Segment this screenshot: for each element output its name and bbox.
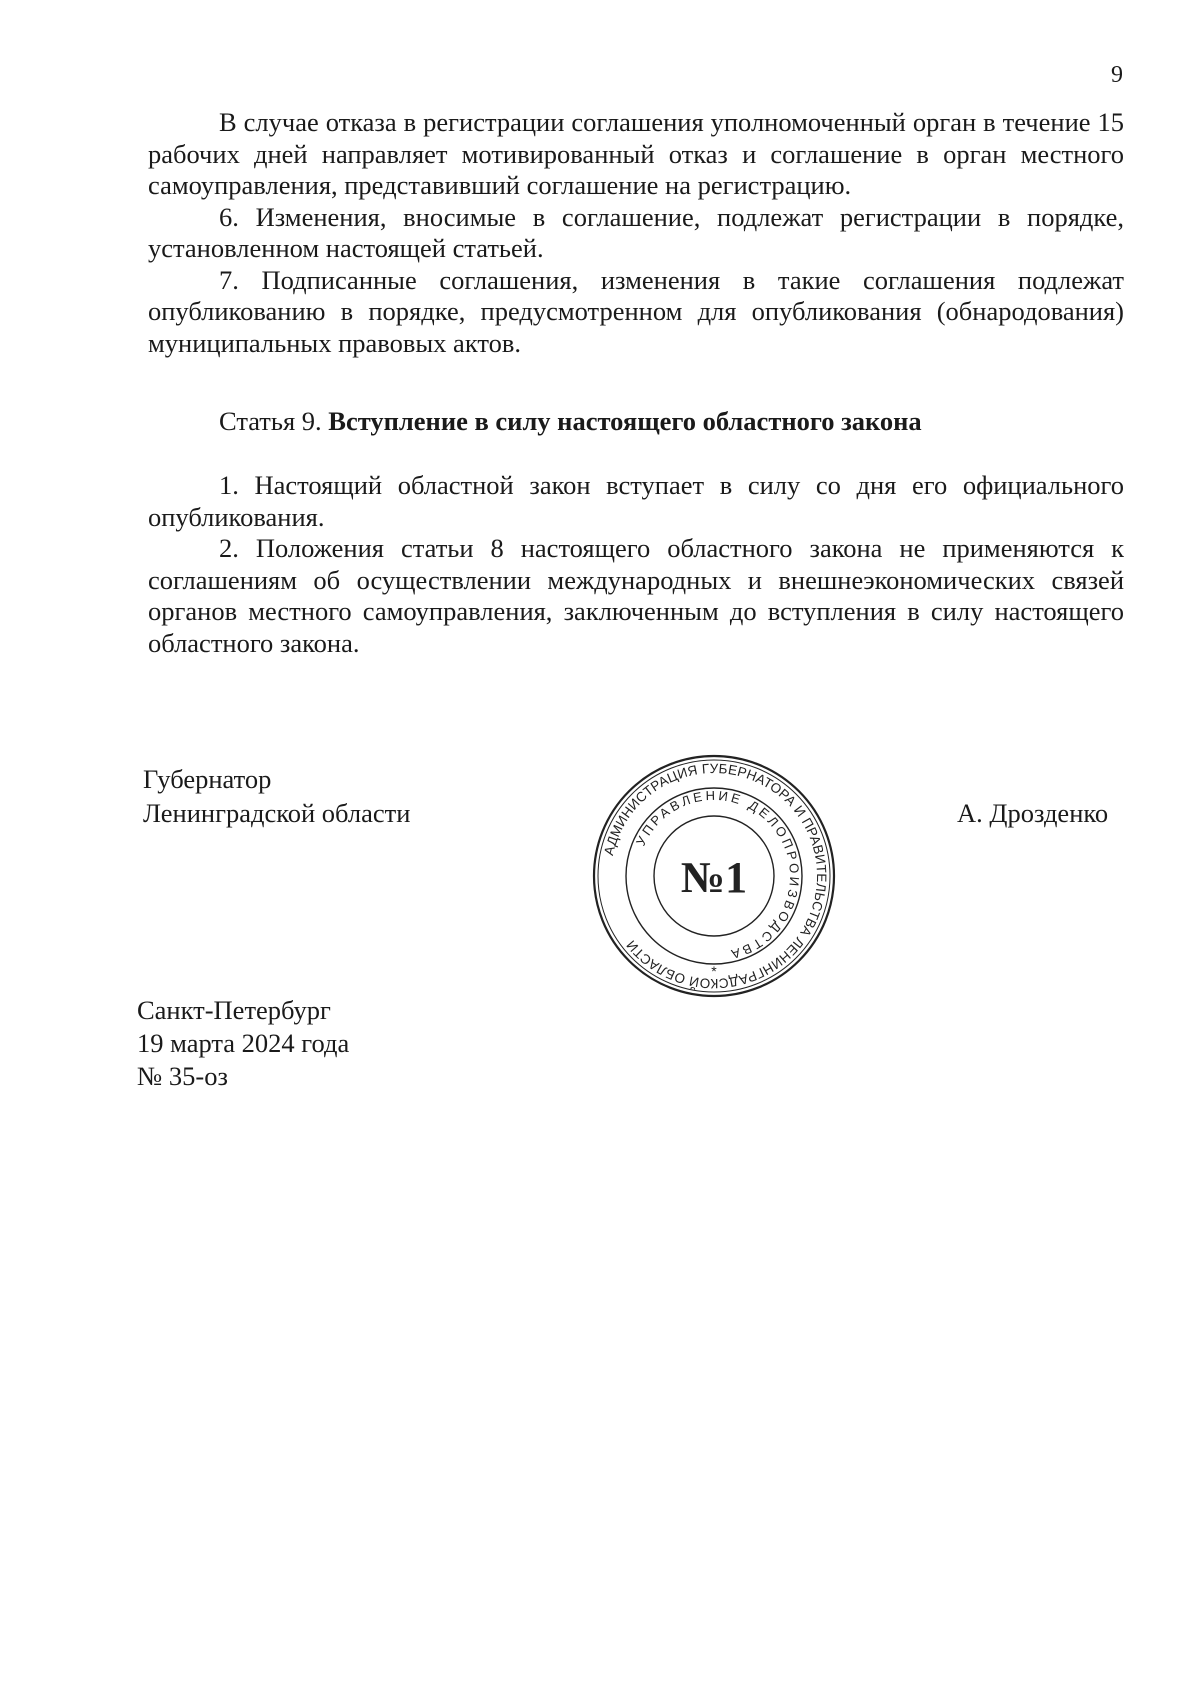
paragraph-refusal: В случае отказа в регистрации соглашения уполномоченный орган в течение 15 рабочих дней направляет мотивированный отказ и соглашение в орган местного самоуправления, представивший соглашение на регистрацию. (148, 107, 1124, 200)
seal-inner-text: УПРАВЛЕНИЕ ДЕЛОПРОИЗВОДСТВА (632, 787, 803, 963)
page-number: 9 (1111, 62, 1123, 88)
seal-outer-text: АДМИНИСТРАЦИЯ ГУБЕРНАТОРА И ПРАВИТЕЛЬСТВА ЛЕНИНГРАДСКОЙ ОБЛАСТИ (601, 760, 830, 992)
article-paragraph-1: 1. Настоящий областной закон вступает в силу со дня его официального опубликования. (148, 470, 1124, 532)
signer-position-line2: Ленинградской области (143, 798, 411, 828)
signer-position-line1: Губернатор (143, 764, 272, 794)
article-title: Вступление в силу настоящего областного закона (328, 406, 922, 436)
law-number: № 35-оз (137, 1061, 228, 1091)
section-top-text (148, 107, 1124, 359)
place-date-block (137, 994, 349, 1093)
signer-position (143, 762, 410, 830)
official-seal (592, 754, 836, 998)
article-heading (219, 405, 922, 437)
article-prefix: Статья 9. (219, 406, 322, 436)
seal-center-number: №1 (680, 853, 748, 902)
signing-date: 19 марта 2024 года (137, 1028, 350, 1058)
seal-star-icon: * (711, 963, 717, 979)
place-city: Санкт-Петербург (137, 995, 331, 1025)
article-body (148, 470, 1124, 659)
paragraph-item-7: 7. Подписанные соглашения, изменения в такие соглашения подлежат опубликованию в порядке, предусмотренном для опубликования (обнародования) муниципальных правовых актов. (148, 264, 1124, 358)
signer-name: А. Дрозденко (957, 798, 1109, 828)
paragraph-item-6: 6. Изменения, вносимые в соглашение, подлежат регистрации в порядке, установленном настоящей статьей. (148, 201, 1124, 263)
article-paragraph-2: 2. Положения статьи 8 настоящего областного закона не применяются к соглашениям об осуществлении международных и внешнеэкономических связей органов местного самоуправления, заключенным до вступления в силу настоящего областного закона. (148, 533, 1124, 658)
